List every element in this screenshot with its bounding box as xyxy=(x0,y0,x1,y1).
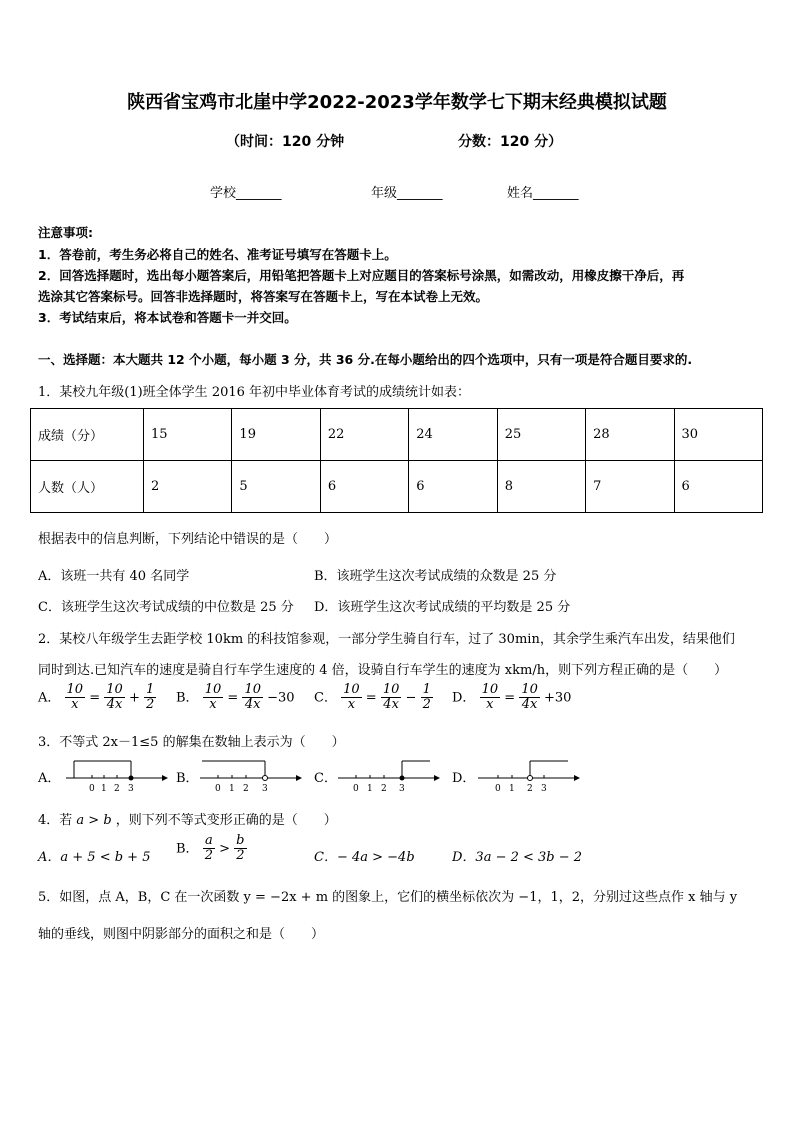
option-label: A． xyxy=(38,690,61,706)
tick-label: 1 xyxy=(101,784,107,794)
q4-stem: 4．若 a > b ，则下列不等式变形正确的是（ ） xyxy=(38,813,337,828)
q2-line2: 同时到达.已知汽车的速度是骑自行车学生速度的 4 倍，设骑自行车学生的速度为 xkm/h，则下列方程正确的是（ ） xyxy=(38,663,728,678)
tick-label: 2 xyxy=(114,784,120,794)
option-label: B． xyxy=(176,841,199,857)
table-cell: 成绩（分） xyxy=(31,409,144,461)
q2-line1: 2．某校八年级学生去距学校 10km 的科技馆参观，一部分学生骑自行车，过了 30min，其余学生乘汽车出发，结果他们 xyxy=(38,632,735,647)
note-3: 3．考试结束后，将本试卷和答题卡一并交回。 xyxy=(38,310,297,325)
q4-option-b: B． $\frac{a}{2}$ > $\frac{b}{2}$ xyxy=(176,833,245,864)
table-cell: 25 xyxy=(497,409,585,461)
table-cell: 22 xyxy=(320,409,408,461)
table-cell: 6 xyxy=(409,461,497,513)
tick-label: 2 xyxy=(527,784,533,794)
q3-option-b-numberline xyxy=(198,758,302,798)
table-cell: 15 xyxy=(144,409,232,461)
tick-label: 1 xyxy=(367,784,373,794)
q1-option-a: A．该班一共有 40 名同学 xyxy=(38,569,190,584)
tick-label: 0 xyxy=(215,784,221,794)
number-line-c xyxy=(336,758,440,794)
q2-option-d: D． $\frac{10}{x}$ = $\frac{10}{4x}$ +30 xyxy=(452,682,572,713)
table-cell: 6 xyxy=(674,461,762,513)
table-cell: 30 xyxy=(674,409,762,461)
q4-condition: a > b xyxy=(76,813,112,828)
q3-stem: 3．不等式 2x－1≤5 的解集在数轴上表示为（ ） xyxy=(38,735,345,750)
fraction: $\frac{a}{2}$ xyxy=(204,833,213,864)
tick-label: 2 xyxy=(243,784,249,794)
table-cell: 19 xyxy=(232,409,320,461)
q3-option-a-label: A． xyxy=(38,771,61,786)
q1-stem: 1．某校九年级(1)班全体学生 2016 年初中毕业体育考试的成绩统计如表： xyxy=(38,385,471,400)
q2-option-b: B． $\frac{10}{x}$ = $\frac{10}{4x}$ −30 xyxy=(176,682,295,713)
fraction: $\frac{1}{2}$ xyxy=(146,682,155,713)
tick-label: 1 xyxy=(509,784,515,794)
notes-heading: 注意事项: xyxy=(38,225,93,240)
table-cell: 5 xyxy=(232,461,320,513)
q3-option-a-numberline xyxy=(64,758,168,798)
table-cell: 8 xyxy=(497,461,585,513)
q3-option-b-label: B． xyxy=(176,771,199,786)
q1-option-d: D．该班学生这次考试成绩的平均数是 25 分 xyxy=(314,600,571,615)
note-2b: 选涂其它答案标号。回答非选择题时，将答案写在答题卡上，写在本试卷上无效。 xyxy=(38,289,489,304)
tick-label: 0 xyxy=(495,784,501,794)
number-line-a xyxy=(64,758,168,794)
q3-option-c-label: C． xyxy=(314,771,337,786)
fraction: $\frac{10}{x}$ xyxy=(343,682,360,713)
table-cell: 7 xyxy=(586,461,674,513)
fraction: $\frac{10}{4x}$ xyxy=(244,682,261,713)
q1-option-c: C．该班学生这次考试成绩的中位数是 25 分 xyxy=(38,600,294,615)
note-2a: 2．回答选择题时，选出每小题答案后，用铅笔把答题卡上对应题目的答案标号涂黑，如需改动，用橡皮擦干净后，再 xyxy=(38,268,685,283)
q4-option-c: C．− 4a > −4b xyxy=(314,850,415,865)
tick-label: 3 xyxy=(128,784,134,794)
fraction: $\frac{10}{4x}$ xyxy=(521,682,538,713)
q3-option-d-numberline xyxy=(476,758,580,798)
exam-title: 陕西省宝鸡市北崖中学2022-2023学年数学七下期末经典模拟试题 xyxy=(127,92,667,113)
fraction: $\frac{10}{x}$ xyxy=(204,682,222,713)
q1-ask: 根据表中的信息判断，下列结论中错误的是（ ） xyxy=(38,532,338,547)
name-field: 姓名_______ xyxy=(507,186,579,201)
section-heading: 一、选择题：本大题共 12 个小题，每小题 3 分，共 36 分.在每小题给出的四个选项中，只有一项是符合题目要求的. xyxy=(38,352,693,367)
option-label: B． xyxy=(176,690,199,706)
q4-option-d: D．3a − 2 < 3b − 2 xyxy=(452,850,583,865)
exam-score: 分数：120 分） xyxy=(458,134,563,150)
number-line-b xyxy=(198,758,302,794)
fraction: $\frac{10}{x}$ xyxy=(66,682,84,713)
table-cell: 24 xyxy=(409,409,497,461)
note-1: 1．答卷前，考生务必将自己的姓名、准考证号填写在答题卡上。 xyxy=(38,247,397,262)
tick-label: 1 xyxy=(229,784,235,794)
q5-line2: 轴的垂线，则图中阴影部分的面积之和是（ ） xyxy=(38,927,325,942)
tick-label: 3 xyxy=(262,784,268,794)
fraction: $\frac{10}{x}$ xyxy=(481,682,499,713)
q2-option-a: A． $\frac{10}{x}$ = $\frac{10}{4x}$ + $\frac{1}{2}$ xyxy=(38,682,155,713)
q1-option-b: B．该班学生这次考试成绩的众数是 25 分 xyxy=(314,569,557,584)
tick-label: 3 xyxy=(399,784,405,794)
table-cell: 28 xyxy=(586,409,674,461)
tick-label: 0 xyxy=(353,784,359,794)
option-label: C． xyxy=(314,690,337,706)
table-cell: 人数（人） xyxy=(31,461,144,513)
fraction: $\frac{10}{4x}$ xyxy=(382,682,400,713)
grade-field: 年级_______ xyxy=(371,186,443,201)
q5-line1: 5．如图，点 A，B，C 在一次函数 y = −2x + m 的图象上，它们的横坐标依次为 −1，1，2，分别过这些点作 x 轴与 y xyxy=(38,890,738,905)
q3-option-d-label: D． xyxy=(452,771,476,786)
table-row xyxy=(31,409,763,461)
tick-label: 3 xyxy=(541,784,547,794)
table-cell: 2 xyxy=(144,461,232,513)
option-label: D． xyxy=(452,690,476,706)
tick-label: 2 xyxy=(381,784,387,794)
fraction: $\frac{1}{2}$ xyxy=(422,682,431,713)
fraction: $\frac{b}{2}$ xyxy=(236,833,245,864)
table-cell: 6 xyxy=(320,461,408,513)
fraction: $\frac{10}{4x}$ xyxy=(106,682,123,713)
q4-option-a: A．a + 5 < b + 5 xyxy=(38,850,151,865)
tick-label: 0 xyxy=(89,784,95,794)
q2-option-c: C． $\frac{10}{x}$ = $\frac{10}{4x}$ − $\frac{1}{2}$ xyxy=(314,682,431,713)
exam-time: （时间：120 分钟 xyxy=(226,134,345,150)
table-row xyxy=(31,461,763,513)
q3-option-c-numberline xyxy=(336,758,440,798)
number-line-d xyxy=(476,758,580,794)
score-table xyxy=(30,408,763,513)
school-field: 学校_______ xyxy=(210,186,282,201)
